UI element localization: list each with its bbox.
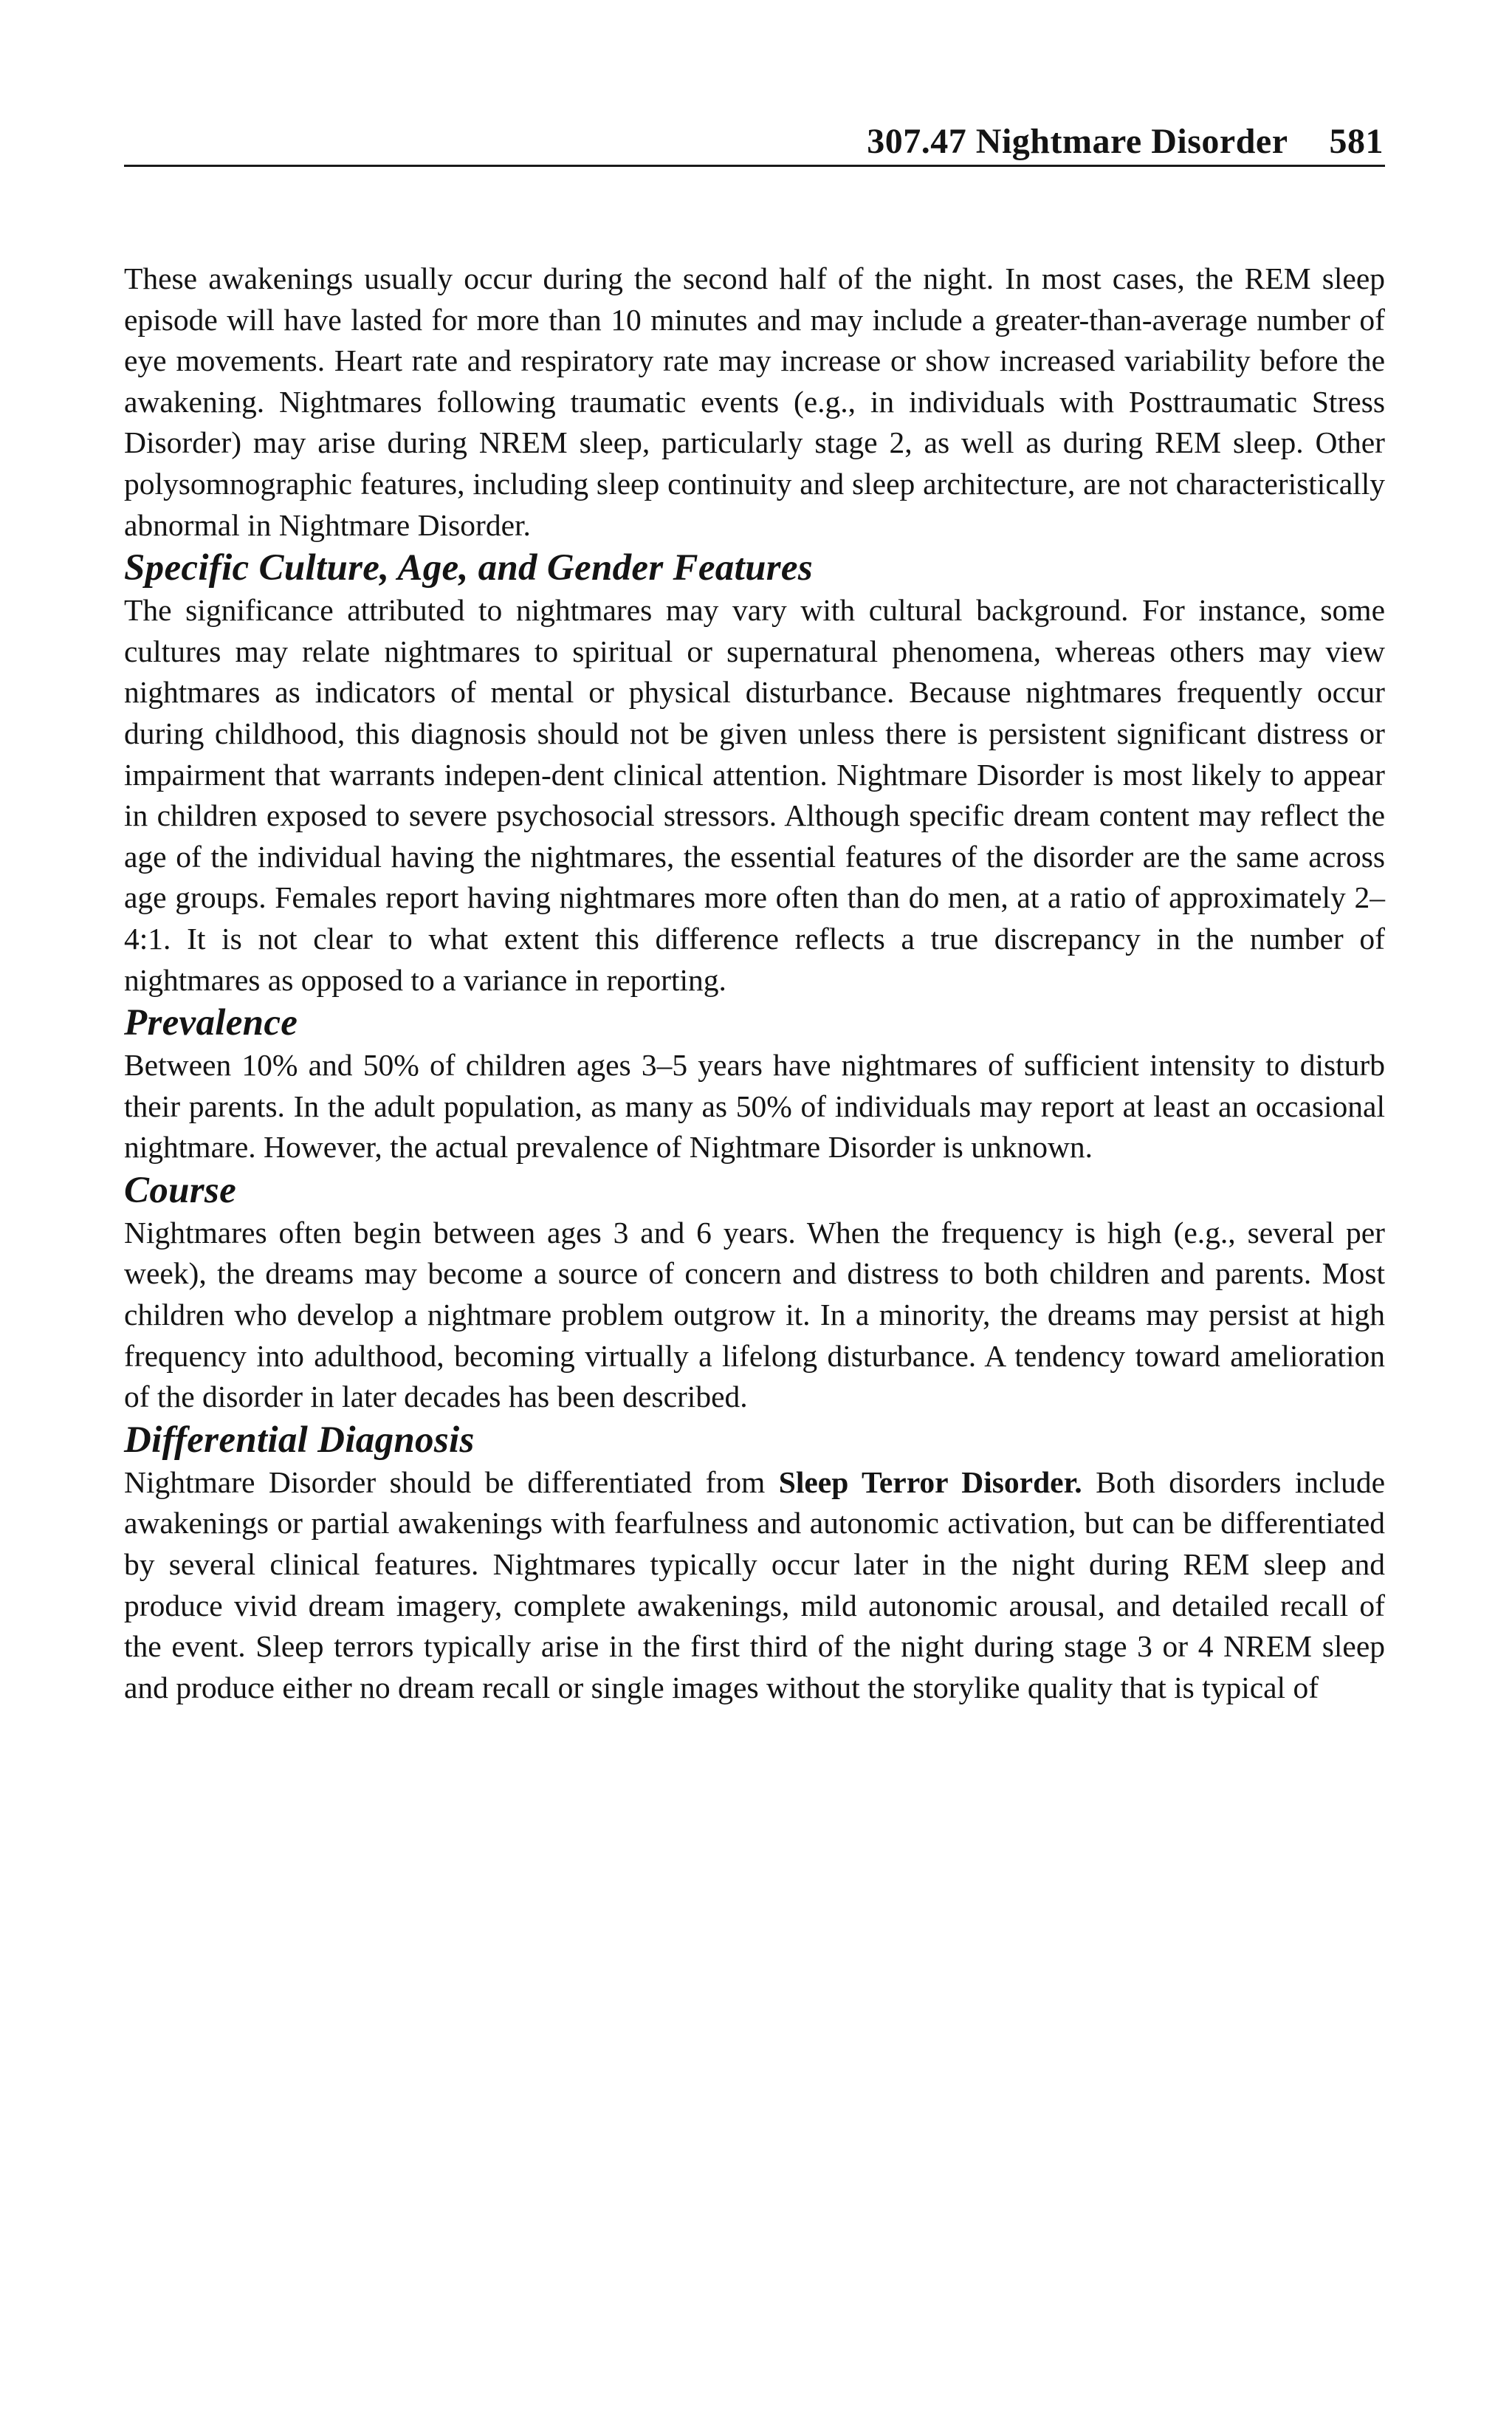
course-paragraph: Nightmares often begin between ages 3 and 6 years. When the frequency is high (e.g., several per week), the dreams may become a source of concern and distress to both children and parents. Most children who develop a nightmare problem outgrow it. In a minority, the dreams may persist at high frequency into adulthood, becoming virtually a lifelong disturbance. A tendency toward amelioration of the disorder in later decades has been described.: [124, 1215, 1385, 1414]
running-head-title: 307.47 Nightmare Disorder: [867, 122, 1288, 161]
page-number: 581: [1329, 122, 1384, 161]
sleep-terror-term: Sleep Terror Disorder.: [778, 1464, 1082, 1499]
differential-text-before: Nightmare Disorder should be differentiated from: [124, 1464, 766, 1499]
prevalence-paragraph: Between 10% and 50% of children ages 3–5 years have nightmares of sufficient intensity to disturb their parents. In the adult population, as many as 50% of individuals may report at least an occasional nightmare. However, the actual prevalence of Nightmare Disorder is unknown.: [124, 1048, 1385, 1165]
prevalence-heading: Prevalence: [124, 1002, 298, 1044]
intro-paragraph: These awakenings usually occur during the second half of the night. In most cases, the REM sleep episode will have lasted for more than 10 minutes and may include a greater-than-average number of eye movements. Heart rate and respiratory rate may increase or show increased variability before the awakening. Nightmares following traumatic events (e.g., in individuals with Posttraumatic Stress Disorder) may arise during NREM sleep, particularly stage 2, as well as during REM sleep. Other polysomnographic features, including sleep continuity and sleep architecture, are not characteristically abnormal in Nightmare Disorder.: [124, 261, 1385, 542]
course-heading: Course: [124, 1169, 237, 1211]
running-head: [124, 117, 1385, 167]
differential-text-after: Both disorders include awakenings or partial awakenings with fearfulness and autonomic activation, but can be differentiated by several clinical features. Nightmares typically occur later in the night during REM sleep and produce vivid dream imagery, complete awakenings, mild autonomic arousal, and detailed recall of the event. Sleep terrors typically arise in the first third of the night during stage 3 or 4 NREM sleep and produce either no dream recall or single images without the storylike quality that is typical of: [124, 1464, 1385, 1704]
page-content: [124, 258, 1385, 1708]
differential-paragraph: [124, 1462, 1385, 1709]
culture-heading: Specific Culture, Age, and Gender Features: [124, 547, 813, 589]
book-page: [124, 0, 1385, 2409]
differential-heading: Differential Diagnosis: [124, 1419, 475, 1461]
culture-paragraph: The significance attributed to nightmares may vary with cultural background. For instance, some cultures may relate nightmares to spiritual or supernatural phenomena, whereas others may view nightmares as indicators of mental or physical disturbance. Because nightmares frequently occur during childhood, this diagnosis should not be given unless there is persistent significant distress or impairment that warrants indepen-dent clinical attention. Nightmare Disorder is most likely to appear in children exposed to severe psychosocial stressors. Although specific dream content may reflect the age of the individual having the nightmares, the essential features of the disorder are the same across age groups. Females report having nightmares more often than do men, at a ratio of approximately 2–4:1. It is not clear to what extent this difference reflects a true discrepancy in the number of nightmares as opposed to a variance in reporting.: [124, 593, 1385, 997]
